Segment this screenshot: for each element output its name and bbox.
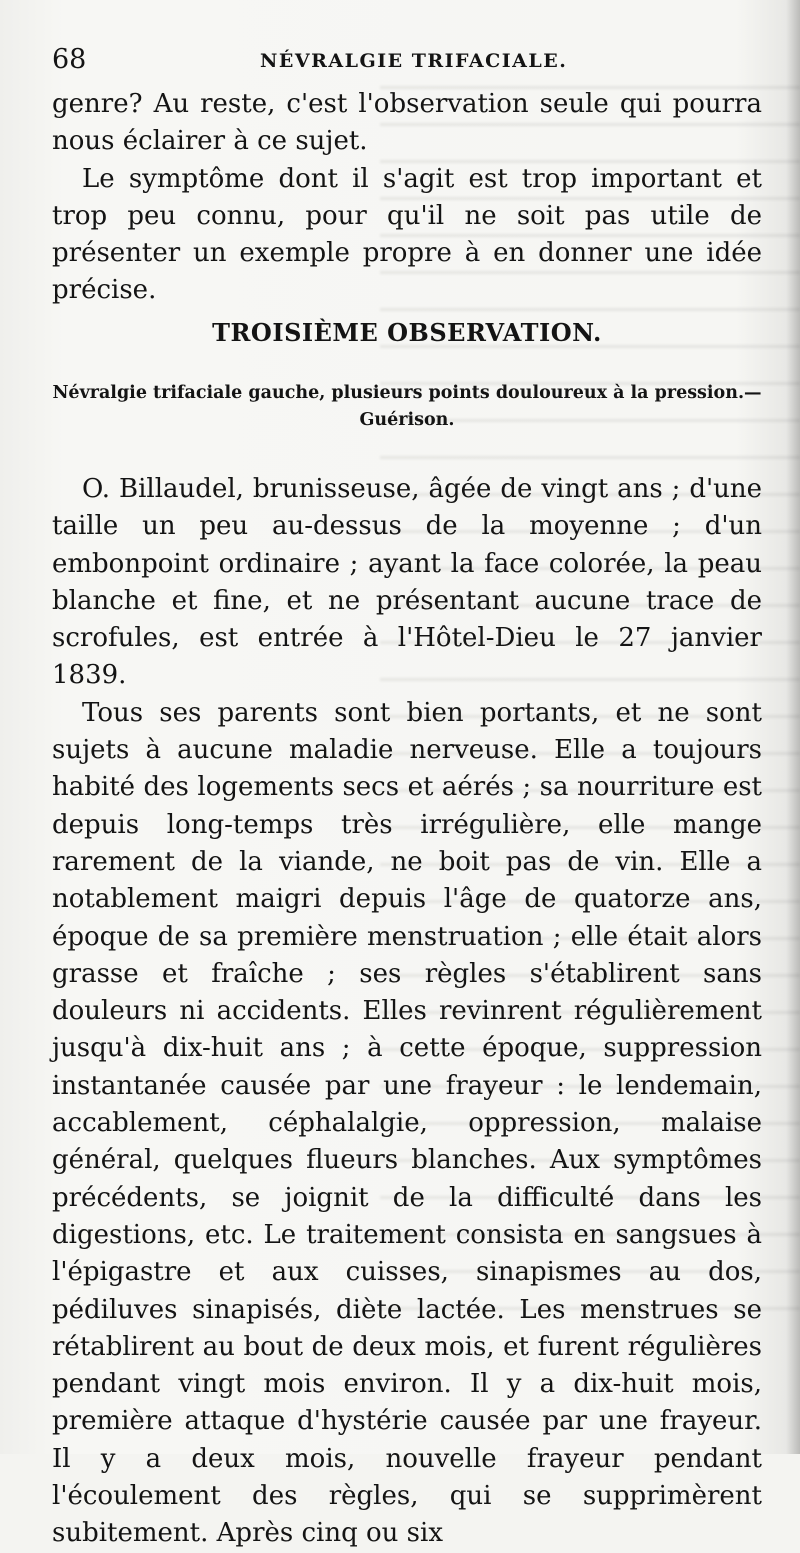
page-edge-shadow (786, 0, 800, 1454)
page-number: 68 (52, 44, 87, 75)
intro-text (52, 86, 762, 310)
observation-body (52, 471, 762, 1553)
page-header (52, 42, 762, 86)
observation-paragraph-history: Tous ses parents sont bien portants, et ne sont sujets à aucune maladie nerveuse. Elle a toujours habité des logements secs et aérés ; sa nourriture est depuis long-temps très irrégulière, elle mange rarement de la viande, ne boit pas de vin. Elle a notablement maigri depuis l'âge de quatorze ans, époque de sa première menstruation ; elle était alors grasse et fraîche ; ses règles s'établirent sans douleurs ni accidents. Elles revinrent régulièrement jusqu'à dix-huit ans ; à cette époque, suppression instantanée causée par une frayeur : le lendemain, accablement, céphalalgie, oppression, malaise général, quelques flueurs blanches. Aux symptômes précédents, se joignit de la difficulté dans les digestions, etc. Le traitement consista en sangsues à l'épigastre et aux cuisses, sinapismes au dos, pédiluves sinapisés, diète lactée. Les menstrues se rétablirent au bout de deux mois, et furent régulières pendant vingt mois environ. Il y a dix-huit mois, première attaque d'hystérie causée par une frayeur. Il y a deux mois, nouvelle frayeur pendant l'écoulement des règles, qui se supprimèrent subitement. Après cinq ou six (52, 697, 762, 1549)
observation-heading: TROISIÈME OBSERVATION. (212, 318, 602, 347)
running-title: NÉVRALGIE TRIFACIALE. (260, 50, 568, 72)
intro-paragraph: Le symptôme dont il s'agit est trop important et trop peu connu, pour qu'il ne soit pas utile de présenter un exemple propre à en donner une idée précise. (52, 163, 762, 306)
observation-paragraph-patient: O. Billaudel, brunisseuse, âgée de vingt ans ; d'une taille un peu au-dessus de la moyenne ; d'un embonpoint ordinaire ; ayant la face colorée, la peau blanche et fine, et ne présentant aucune trace de scrofules, est entrée à l'Hôtel-Dieu le 27 janvier 1839. (52, 474, 762, 691)
observation-subtitle: Névralgie trifaciale gauche, plusieurs points douloureux à la pression.— Guérison. (52, 383, 762, 430)
intro-paragraph-continuation: genre? Au reste, c'est l'observation seule qui pourra nous éclairer à ce sujet. (52, 89, 762, 157)
